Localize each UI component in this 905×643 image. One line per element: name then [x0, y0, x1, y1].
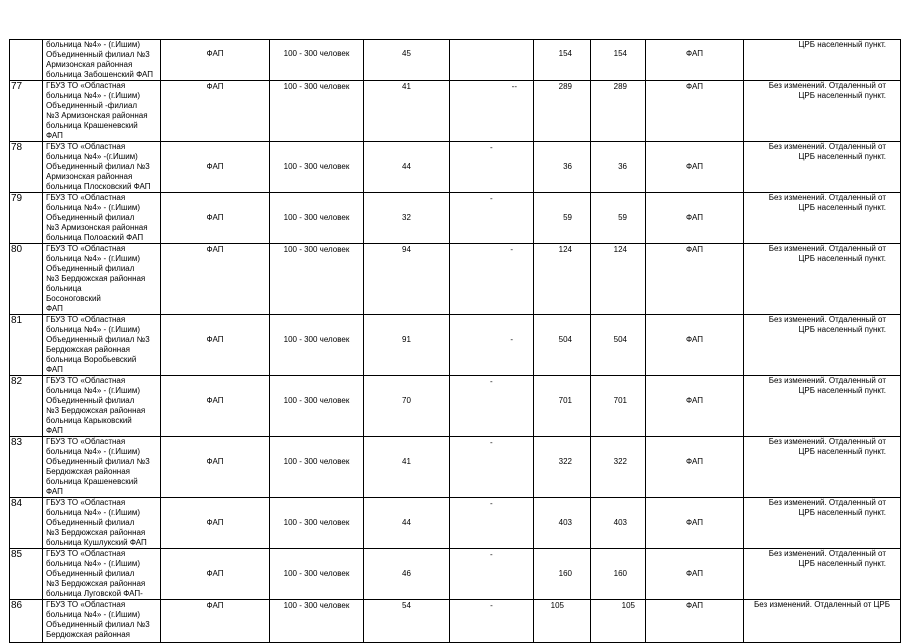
table-row [10, 81, 901, 142]
note-cell-text: Без изменений. Отдаленный от ЦРБ населенный пункт. [768, 315, 886, 334]
institution-name-cell [43, 437, 161, 498]
alternative-cell [450, 549, 534, 600]
population-range-cell-text: 100 - 300 человек [283, 335, 350, 344]
row-number-cell [10, 600, 43, 643]
alternative-cell [450, 193, 534, 244]
distance-cell-text: 54 [402, 601, 411, 610]
distance-cell-text: 41 [402, 457, 411, 466]
row-number-cell-text: 85 [11, 549, 23, 560]
institution-name-cell-text: ГБУЗ ТО «Областная больница №4» - (г.Ишим) Объединенный филиал №3 Бердюжская районная больница Крашеневский ФАП [46, 437, 150, 496]
served-population-cell [591, 81, 646, 142]
alternative-cell [450, 437, 534, 498]
note-cell [744, 315, 901, 376]
note-cell-text: Без изменений. Отдаленный от ЦРБ населенный пункт. [768, 498, 886, 517]
note-cell [744, 142, 901, 193]
served-population-cell [591, 193, 646, 244]
note-cell-text: Без изменений. Отдаленный от ЦРБ населенный пункт. [768, 376, 886, 395]
planned-type-cell [646, 81, 744, 142]
attached-population-cell-text: 160 [558, 569, 572, 578]
served-population-cell [591, 549, 646, 600]
row-number-cell [10, 40, 43, 81]
distance-cell-text: 46 [402, 569, 411, 578]
planned-type-cell [646, 376, 744, 437]
population-range-cell [270, 81, 364, 142]
institution-name-cell-text: ГБУЗ ТО «Областная больница №4» - (г.Ишим) Объединенный филиал №3 Бердюжская районная больница Кушлукский ФАП [46, 498, 147, 547]
planned-type-cell-text: ФАП [686, 518, 703, 527]
alternative-cell-text: -- [511, 82, 517, 91]
facility-type-cell [161, 244, 270, 315]
institution-name-cell [43, 600, 161, 643]
population-range-cell-text: 100 - 300 человек [283, 162, 350, 171]
row-number-cell [10, 193, 43, 244]
distance-cell [364, 244, 450, 315]
attached-population-cell [534, 376, 591, 437]
population-range-cell [270, 193, 364, 244]
planned-type-cell-text: ФАП [686, 245, 703, 254]
planned-type-cell [646, 549, 744, 600]
served-population-cell [591, 600, 646, 643]
served-population-cell [591, 315, 646, 376]
row-number-cell [10, 498, 43, 549]
served-population-cell [591, 142, 646, 193]
facility-type-cell [161, 498, 270, 549]
served-population-cell-text: 403 [613, 518, 627, 527]
distance-cell [364, 437, 450, 498]
note-cell [744, 437, 901, 498]
row-number-cell-text: 84 [11, 498, 23, 509]
table-row [10, 437, 901, 498]
institution-name-cell-text: ГБУЗ ТО «Областная больница №4» -(г.Ишим) Объединенный филиал №3 Армизонская районная больница Плосковский ФАП [46, 142, 151, 191]
planned-type-cell-text: ФАП [686, 601, 703, 610]
row-number-cell [10, 437, 43, 498]
alternative-cell [450, 81, 534, 142]
institution-name-cell-text: ГБУЗ ТО «Областная больница №4» - (г.Ишим) Объединенный филиал №3 Бердюжская районная больница Воробьевский ФАП [46, 315, 150, 374]
row-number-cell-text: 79 [11, 193, 23, 204]
population-range-cell [270, 498, 364, 549]
note-cell [744, 81, 901, 142]
institution-name-cell [43, 244, 161, 315]
row-number-cell-text: 80 [11, 244, 23, 255]
alternative-cell-text: - [490, 143, 493, 152]
facilities-table [9, 39, 901, 643]
facility-type-cell-text: ФАП [206, 213, 224, 222]
attached-population-cell [534, 600, 591, 643]
institution-name-cell [43, 376, 161, 437]
note-cell-text: Без изменений. Отдаленный от ЦРБ [754, 600, 890, 609]
population-range-cell [270, 142, 364, 193]
distance-cell-text: 70 [402, 396, 411, 405]
population-range-cell [270, 600, 364, 643]
planned-type-cell [646, 40, 744, 81]
distance-cell [364, 193, 450, 244]
attached-population-cell-text: 504 [558, 335, 572, 344]
facility-type-cell [161, 81, 270, 142]
attached-population-cell [534, 498, 591, 549]
institution-name-cell-text: больница №4» - (г.Ишим) Объединенный филиал №3 Армизонская районная больница Забошенский ФАП [46, 40, 153, 79]
distance-cell [364, 40, 450, 81]
table-row [10, 193, 901, 244]
attached-population-cell-text: 59 [563, 213, 572, 222]
facility-type-cell [161, 193, 270, 244]
note-cell [744, 40, 901, 81]
institution-name-cell [43, 315, 161, 376]
note-cell-text: Без изменений. Отдаленный от ЦРБ населенный пункт. [768, 81, 886, 100]
served-population-cell [591, 244, 646, 315]
served-population-cell-text: 504 [613, 335, 627, 344]
facility-type-cell-text: ФАП [206, 335, 224, 344]
planned-type-cell [646, 498, 744, 549]
served-population-cell-text: 154 [613, 49, 627, 58]
facility-type-cell-text: ФАП [206, 162, 224, 171]
population-range-cell [270, 549, 364, 600]
served-population-cell-text: 59 [618, 213, 627, 222]
row-number-cell [10, 549, 43, 600]
note-cell-text: ЦРБ населенный пункт. [798, 40, 886, 49]
row-number-cell-text: 83 [11, 437, 23, 448]
population-range-cell-text: 100 - 300 человек [283, 569, 350, 578]
note-cell-text: Без изменений. Отдаленный от ЦРБ населенный пункт. [768, 437, 886, 456]
institution-name-cell-text: ГБУЗ ТО «Областная больница №4» - (г.Ишим) Объединенный филиал №3 Бердюжская районная [46, 600, 150, 639]
distance-cell-text: 45 [402, 49, 411, 58]
facility-type-cell [161, 549, 270, 600]
facility-type-cell [161, 376, 270, 437]
distance-cell-text: 91 [402, 335, 411, 344]
alternative-cell [450, 142, 534, 193]
row-number-cell-text: 78 [11, 142, 23, 153]
planned-type-cell-text: ФАП [686, 162, 703, 171]
row-number-cell-text: 77 [11, 81, 23, 92]
population-range-cell [270, 376, 364, 437]
attached-population-cell-text: 154 [558, 49, 572, 58]
alternative-cell-text: - [490, 377, 493, 386]
institution-name-cell [43, 40, 161, 81]
planned-type-cell [646, 142, 744, 193]
planned-type-cell [646, 193, 744, 244]
alternative-cell-text: - [510, 245, 513, 254]
attached-population-cell-text: 322 [558, 457, 572, 466]
institution-name-cell [43, 142, 161, 193]
facility-type-cell-text: ФАП [206, 396, 224, 405]
population-range-cell-text: 100 - 300 человек [283, 82, 350, 91]
planned-type-cell-text: ФАП [686, 82, 703, 91]
served-population-cell-text: 124 [613, 245, 627, 254]
population-range-cell [270, 40, 364, 81]
facility-type-cell-text: ФАП [206, 245, 224, 254]
planned-type-cell-text: ФАП [686, 457, 703, 466]
institution-name-cell [43, 193, 161, 244]
institution-name-cell-text: ГБУЗ ТО «Областная больница №4» - (г.Ишим) Объединенный филиал №3 Бердюжская районная больница Босоноговский ФАП [46, 244, 146, 313]
served-population-cell [591, 376, 646, 437]
population-range-cell-text: 100 - 300 человек [283, 245, 350, 254]
row-number-cell [10, 376, 43, 437]
facility-type-cell-text: ФАП [206, 457, 224, 466]
attached-population-cell [534, 81, 591, 142]
table-row [10, 498, 901, 549]
row-number-cell-text: 82 [11, 376, 23, 387]
distance-cell [364, 600, 450, 643]
distance-cell [364, 315, 450, 376]
alternative-cell-text: - [490, 601, 493, 610]
served-population-cell-text: 289 [613, 82, 627, 91]
population-range-cell-text: 100 - 300 человек [283, 518, 350, 527]
population-range-cell [270, 244, 364, 315]
facility-type-cell-text: ФАП [206, 518, 224, 527]
table-row [10, 244, 901, 315]
note-cell-text: Без изменений. Отдаленный от ЦРБ населенный пункт. [768, 549, 886, 568]
distance-cell-text: 41 [402, 82, 411, 91]
alternative-cell [450, 600, 534, 643]
served-population-cell-text: 36 [618, 162, 627, 171]
population-range-cell [270, 437, 364, 498]
planned-type-cell-text: ФАП [686, 49, 703, 58]
document-page [9, 39, 900, 639]
table-row [10, 376, 901, 437]
alternative-cell [450, 376, 534, 437]
alternative-cell-text: - [490, 194, 493, 203]
facility-type-cell-text: ФАП [206, 49, 224, 58]
institution-name-cell [43, 81, 161, 142]
attached-population-cell [534, 142, 591, 193]
note-cell-text: Без изменений. Отдаленный от ЦРБ населенный пункт. [768, 244, 886, 263]
distance-cell [364, 81, 450, 142]
served-population-cell-text: 105 [621, 601, 635, 610]
institution-name-cell-text: ГБУЗ ТО «Областная больница №4» - (г.Ишим) Объединенный филиал №3 Армизонская районная больница Полоаский ФАП [46, 193, 148, 242]
population-range-cell-text: 100 - 300 человек [283, 213, 350, 222]
attached-population-cell [534, 193, 591, 244]
alternative-cell-text: - [490, 438, 493, 447]
facility-type-cell-text: ФАП [206, 569, 224, 578]
note-cell [744, 193, 901, 244]
distance-cell [364, 549, 450, 600]
institution-name-cell [43, 498, 161, 549]
table-row [10, 315, 901, 376]
population-range-cell-text: 100 - 300 человек [283, 49, 350, 58]
facility-type-cell [161, 437, 270, 498]
distance-cell [364, 142, 450, 193]
facility-type-cell [161, 315, 270, 376]
institution-name-cell-text: ГБУЗ ТО «Областная больница №4» - (г.Ишим) Объединенный филиал №3 Бердюжская районная больница Луговской ФАП- [46, 549, 146, 598]
facility-type-cell-text: ФАП [206, 601, 224, 610]
table-row [10, 549, 901, 600]
attached-population-cell [534, 437, 591, 498]
institution-name-cell-text: ГБУЗ ТО «Областная больница №4» - (г.Ишим) Объединенный -филиал №3 Армизонская районная больница Крашеневский ФАП [46, 81, 148, 140]
note-cell [744, 549, 901, 600]
row-number-cell-text: 81 [11, 315, 23, 326]
attached-population-cell-text: 36 [563, 162, 572, 171]
population-range-cell-text: 100 - 300 человек [283, 457, 350, 466]
planned-type-cell-text: ФАП [686, 213, 703, 222]
table-row [10, 40, 901, 81]
population-range-cell-text: 100 - 300 человек [283, 601, 350, 610]
attached-population-cell [534, 244, 591, 315]
planned-type-cell-text: ФАП [686, 335, 703, 344]
institution-name-cell-text: ГБУЗ ТО «Областная больница №4» - (г.Ишим) Объединенный филиал №3 Бердюжская районная больница Карыковский ФАП [46, 376, 146, 435]
planned-type-cell [646, 244, 744, 315]
planned-type-cell [646, 437, 744, 498]
served-population-cell [591, 437, 646, 498]
facility-type-cell-text: ФАП [206, 82, 224, 91]
facility-type-cell [161, 142, 270, 193]
attached-population-cell-text: 701 [558, 396, 572, 405]
note-cell-text: Без изменений. Отдаленный от ЦРБ населенный пункт. [768, 193, 886, 212]
planned-type-cell [646, 315, 744, 376]
planned-type-cell-text: ФАП [686, 396, 703, 405]
attached-population-cell-text: 289 [558, 82, 572, 91]
table-row [10, 142, 901, 193]
alternative-cell-text: - [490, 499, 493, 508]
attached-population-cell [534, 315, 591, 376]
planned-type-cell-text: ФАП [686, 569, 703, 578]
attached-population-cell [534, 40, 591, 81]
row-number-cell [10, 244, 43, 315]
facility-type-cell [161, 600, 270, 643]
attached-population-cell-text: 124 [558, 245, 572, 254]
distance-cell [364, 376, 450, 437]
distance-cell-text: 94 [402, 245, 411, 254]
distance-cell-text: 44 [402, 518, 411, 527]
alternative-cell [450, 315, 534, 376]
facility-type-cell [161, 40, 270, 81]
population-range-cell-text: 100 - 300 человек [283, 396, 350, 405]
row-number-cell [10, 142, 43, 193]
served-population-cell [591, 498, 646, 549]
table-body [10, 40, 901, 643]
note-cell [744, 498, 901, 549]
alternative-cell-text: - [510, 335, 513, 344]
served-population-cell-text: 160 [613, 569, 627, 578]
row-number-cell [10, 315, 43, 376]
note-cell [744, 376, 901, 437]
attached-population-cell [534, 549, 591, 600]
table-row [10, 600, 901, 643]
note-cell [744, 600, 901, 643]
distance-cell-text: 44 [402, 162, 411, 171]
note-cell [744, 244, 901, 315]
row-number-cell-text: 86 [11, 600, 23, 611]
served-population-cell-text: 322 [613, 457, 627, 466]
served-population-cell [591, 40, 646, 81]
alternative-cell [450, 40, 534, 81]
distance-cell-text: 32 [402, 213, 411, 222]
alternative-cell [450, 498, 534, 549]
population-range-cell [270, 315, 364, 376]
attached-population-cell-text: 105 [550, 601, 564, 610]
served-population-cell-text: 701 [613, 396, 627, 405]
alternative-cell [450, 244, 534, 315]
note-cell-text: Без изменений. Отдаленный от ЦРБ населенный пункт. [768, 142, 886, 161]
alternative-cell-text: - [490, 550, 493, 559]
distance-cell [364, 498, 450, 549]
institution-name-cell [43, 549, 161, 600]
planned-type-cell [646, 600, 744, 643]
attached-population-cell-text: 403 [558, 518, 572, 527]
row-number-cell [10, 81, 43, 142]
